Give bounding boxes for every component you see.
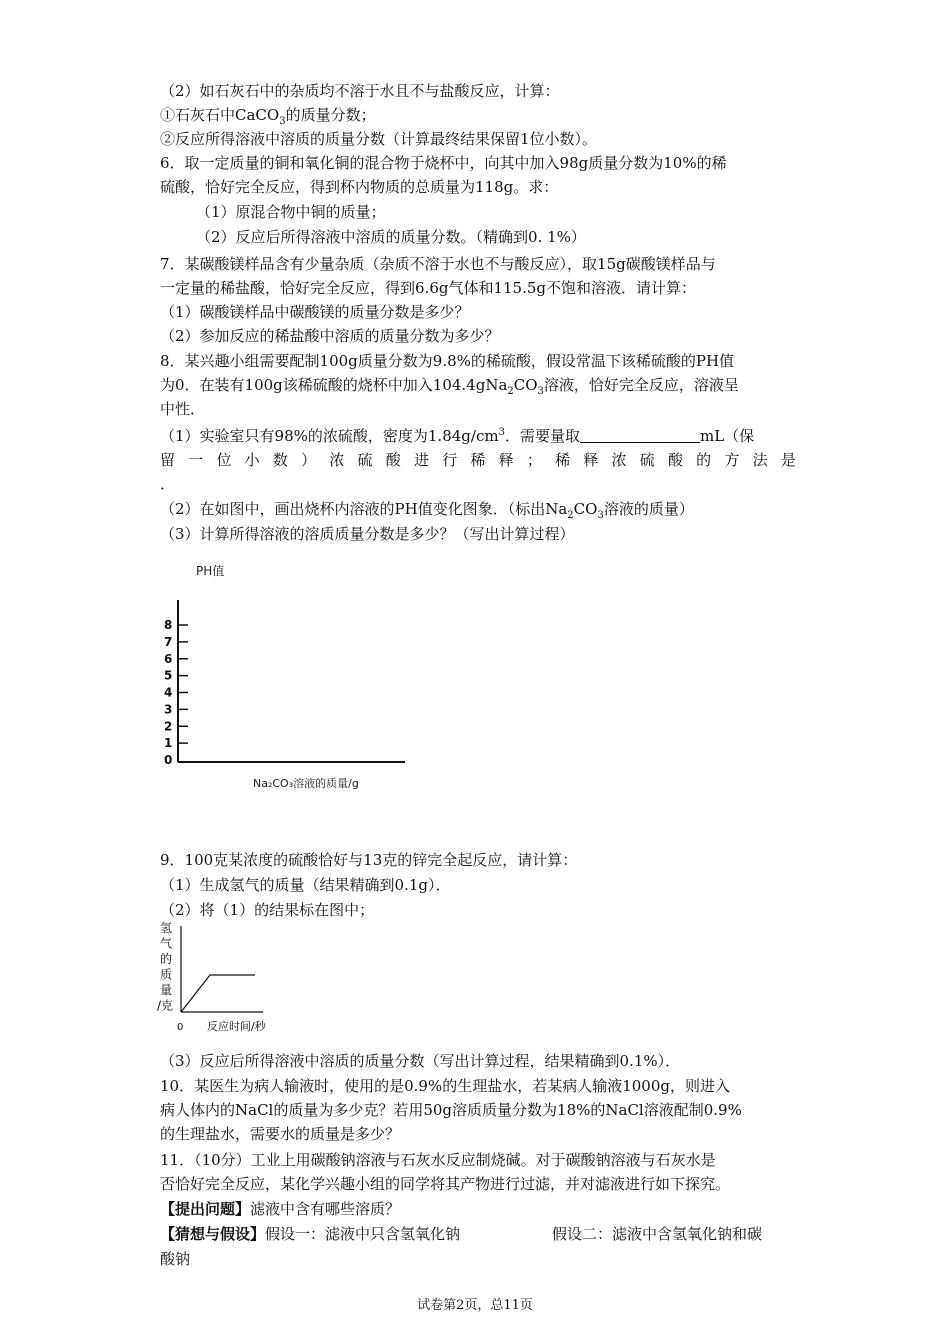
ph-value-chart	[150, 555, 410, 790]
q5-item1-text: ①石灰石中CaCO$_3$的质量分数；	[160, 106, 376, 127]
answer-blank[interactable]	[580, 428, 700, 443]
justified-char: 小	[244, 451, 260, 469]
justified-char: 酸	[667, 451, 683, 469]
h2-y-label-char: 质	[160, 967, 173, 982]
h2-origin-label: 0	[177, 1022, 184, 1033]
q8-sub3: （3）计算所得溶液的溶质质量分数是多少？（写出计算过程）	[160, 525, 575, 543]
justified-char: 进	[413, 451, 429, 469]
justified-char: 释	[583, 451, 599, 469]
ph-tick-label: 2	[164, 719, 173, 734]
q8-stem-line1: 8．某兴趣小组需要配制100g质量分数为9.8%的稀硫酸，假设常温下该稀硫酸的PH值	[160, 352, 735, 370]
q5-part2-text: （2）如石灰石中的杂质均不溶于水且不与盐酸反应，计算：	[160, 82, 560, 100]
ph-tick-label: 8	[164, 618, 173, 632]
justified-char: 硫	[639, 451, 655, 469]
justified-char: 方	[724, 451, 740, 469]
ph-y-title: PH值	[196, 564, 225, 578]
ph-tick-label: 3	[164, 702, 173, 717]
q10-line2: 病人体内的NaCl的质量为多少克？若用50g溶质质量分数为18%的NaCl溶液配制0.9%	[160, 1101, 742, 1119]
justified-char: 行	[442, 451, 458, 469]
h2-curve	[181, 975, 255, 1012]
justified-char: 的	[696, 451, 712, 469]
q11-line1: 11．（10分）工业上用碳酸钠溶液与石灰水反应制烧碱。对于碳酸钠溶液与石灰水是	[160, 1151, 716, 1169]
ph-tick-label: 4	[164, 685, 173, 700]
h2-y-label-char: 气	[160, 936, 173, 951]
justified-char: 位	[216, 451, 232, 469]
q11-hypothesis-2: 假设二：滤液中含氢氧化钠和碳	[552, 1225, 763, 1243]
h2-y-label-char: 量	[160, 983, 173, 997]
justified-char: ）	[301, 451, 317, 469]
ph-x-label: Na₂CO₃溶液的质量/g	[253, 777, 359, 790]
h2-y-label-char: 氢	[160, 921, 173, 935]
q7-stem-line2: 一定量的稀盐酸，恰好完全反应，得到6.6g气体和115.5g不饱和溶液．请计算：	[160, 279, 697, 297]
justified-char: 浓	[329, 451, 345, 469]
q7-sub2: （2）参加反应的稀盐酸中溶质的质量分数为多少？	[160, 327, 500, 345]
q8-sub2: （2）在如图中，画出烧杯内溶液的PH值变化图象．（标出$Na_2CO_3$溶液的质量）	[160, 500, 694, 521]
q6-stem-line1: 6．取一定质量的铜和氧化铜的混合物于烧杯中，向其中加入98g质量分数为10%的稀	[160, 154, 727, 172]
justified-char: 法	[752, 451, 768, 469]
justified-char: 是	[780, 451, 796, 469]
hydrogen-mass-chart	[155, 918, 280, 1038]
ph-tick-label: 0	[164, 753, 173, 767]
q8-stem-line2: 为0．在装有100g该稀硫酸的烧杯中加入$104.4gNa_2CO_3$溶液，恰好完全反应，溶液呈	[160, 376, 739, 397]
ph-tick-label: 5	[164, 668, 173, 683]
h2-y-label-char: /克	[157, 998, 174, 1013]
justified-char: 一	[188, 451, 204, 469]
justified-char: 酸	[385, 451, 401, 469]
q11-question-label: 【提出问题】	[160, 1200, 251, 1218]
q7-sub1: （1）碳酸镁样品中碳酸镁的质量分数是多少？	[160, 303, 470, 321]
q9-sub1: （1）生成氢气的质量（结果精确到0.1g）．	[160, 876, 451, 894]
q11-hypothesis-2-cont: 酸钠	[160, 1250, 191, 1268]
q8-sub1-line1: （1）实验室只有98%的浓硫酸，密度为$1.84g/cm^3$．需要量取 mL（保	[160, 427, 755, 445]
h2-x-label: 反应时间/秒	[207, 1020, 266, 1033]
q6-sub1: （1）原混合物中铜的质量；	[196, 203, 386, 221]
q9-stem: 9．100克某浓度的硫酸恰好与13克的锌完全起反应，请计算：	[160, 851, 578, 869]
justified-char: ；	[526, 451, 542, 469]
q10-line1: 10．某医生为病人输液时，使用的是0.9%的生理盐水，若某病人输液1000g，则进入	[160, 1077, 730, 1095]
h2-y-label-char: 的	[160, 952, 173, 966]
page-footer: 试卷第2页，总11页	[417, 1298, 533, 1313]
justified-char: 浓	[611, 451, 627, 469]
ph-tick-label: 1	[164, 736, 173, 751]
justified-char: 稀	[555, 451, 571, 469]
q6-sub2: （2）反应后所得溶液中溶质的质量分数。（精确到0. 1%）	[196, 228, 586, 246]
q8-sub1-line2	[160, 449, 796, 471]
q9-sub2: （2）将（1）的结果标在图中；	[160, 901, 375, 919]
ph-tick-label: 6	[164, 651, 173, 666]
q11-line2: 否恰好完全反应，某化学兴趣小组的同学将其产物进行过滤，并对滤液进行如下探究。	[160, 1175, 731, 1193]
justified-char: 留	[160, 451, 176, 469]
q7-stem-line1: 7．某碳酸镁样品含有少量杂质（杂质不溶于水也不与酸反应），取15g碳酸镁样品与	[160, 255, 716, 273]
q9-sub3: （3）反应后所得溶液中溶质的质量分数（写出计算过程，结果精确到0.1%）．	[160, 1052, 681, 1070]
justified-char: 稀	[470, 451, 486, 469]
q11-hypotheses: 【猜想与假设】假设一：滤液中只含氢氧化钠 假设二：滤液中含氢氧化钠和碳	[160, 1225, 763, 1243]
q5-item2-text: ②反应所得溶液中溶质的质量分数（计算最终结果保留1位小数）。	[160, 130, 598, 148]
justified-char: 硫	[357, 451, 373, 469]
justified-char: 释	[498, 451, 514, 469]
q11-question: 【提出问题】滤液中含有哪些溶质？	[160, 1200, 401, 1218]
justified-char: 数	[272, 451, 288, 469]
q8-sub1-line3: ．	[160, 475, 176, 493]
ph-tick-label: 7	[164, 634, 173, 649]
q11-hypothesis-label: 【猜想与假设】	[160, 1225, 266, 1243]
q6-stem-line2: 硫酸，恰好完全反应，得到杯内物质的总质量为118g。求：	[160, 178, 559, 196]
q10-line3: 的生理盐水，需要水的质量是多少？	[160, 1125, 401, 1143]
q8-stem-line3: 中性．	[160, 400, 206, 418]
